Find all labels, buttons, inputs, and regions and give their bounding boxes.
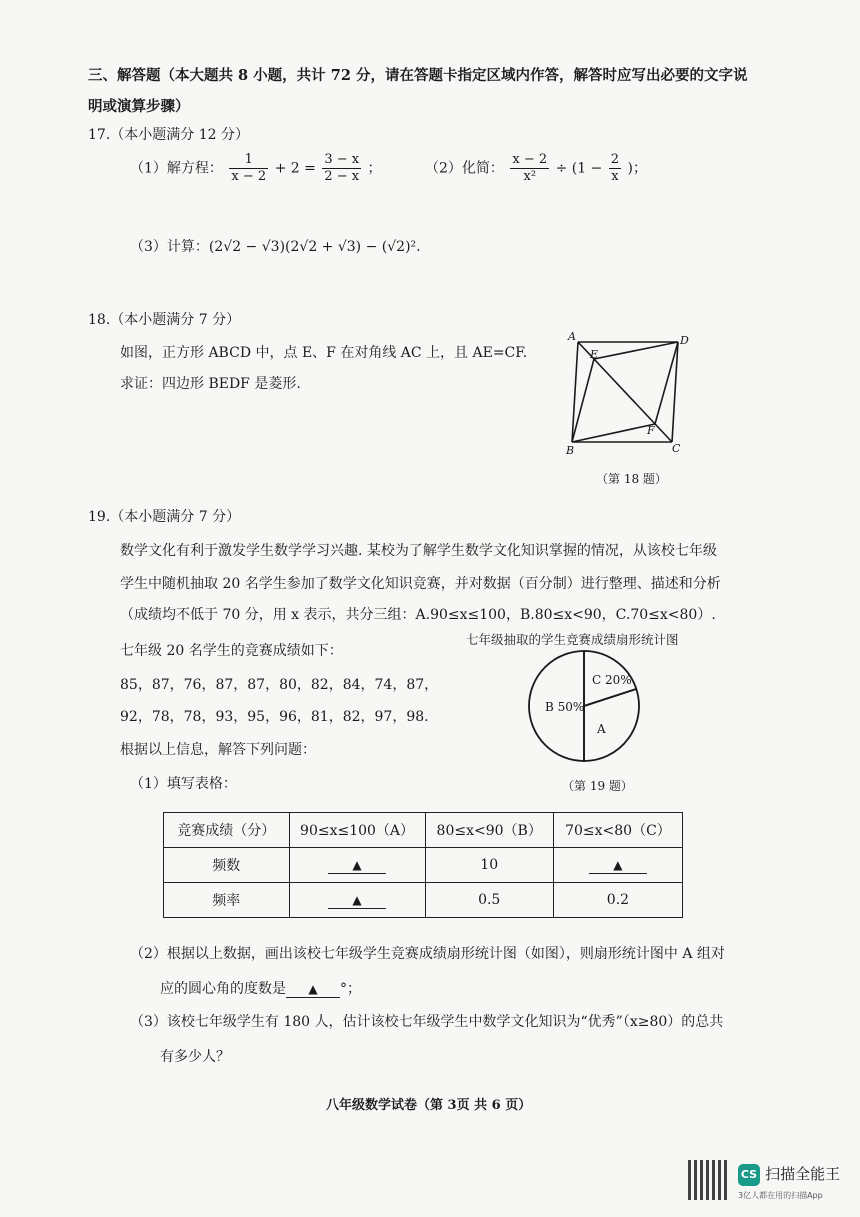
section-title-line1: 三、解答题（本大题共 8 小题，共计 72 分，请在答题卡指定区域内作答，解答时应写出必要的文字说 [88, 67, 748, 84]
q17-p1-frac1 [229, 152, 268, 185]
answer-blank: ▲ [286, 981, 340, 998]
table-cell [553, 848, 682, 883]
edge-be [572, 359, 594, 442]
table-header-cell: 80≤x<90（B） [425, 813, 553, 848]
scanner-name: 扫描全能王 [765, 1165, 841, 1183]
q17-p2-frac2 [609, 152, 621, 185]
q18-line2: 求证：四边形 BEDF 是菱形. [120, 376, 301, 392]
scanner-tagline: 3亿人都在用的扫描App [738, 1191, 823, 1200]
q17-p2-mid: ÷ (1 − [555, 160, 603, 177]
section-title-line2: 明或演算步骤） [88, 98, 190, 115]
q17-p1-end: ； [367, 160, 382, 177]
label-a: A [568, 330, 576, 343]
table-cell [289, 848, 425, 883]
table-row-label: 频数 [164, 848, 290, 883]
q17-p1-frac2-den: 2 − x [324, 169, 360, 184]
q17-p1-frac2 [322, 152, 361, 185]
q17-part2-label: （2）化简： [425, 160, 504, 177]
pie-title: 七年级抽取的学生竞赛成绩扇形统计图 [466, 632, 679, 647]
page-footer: 八年级数学试卷（第 3页 共 6 页） [326, 1098, 532, 1113]
q17-part3: （3）计算：(2√2 − √3)(2√2 + √3) − (√2)². [130, 239, 421, 255]
q19-pie-caption: （第 19 题） [562, 779, 633, 793]
q19-sub1: （1）填写表格： [130, 776, 237, 792]
q17-header: 17.（本小题满分 12 分） [88, 127, 249, 143]
pie-label-a: A [597, 722, 606, 736]
q17-p1-frac1-den: x − 2 [231, 169, 267, 184]
q19-scores-row1: 85，87，76，87，87，80，82，84，74，87， [120, 677, 439, 693]
q19-sub3-line1: （3）该校七年级学生有 180 人，估计该校七年级学生中数学文化知识为“优秀”（x≥80）的总共 [130, 1014, 724, 1030]
q19-sub2-unit: °； [340, 981, 361, 997]
q19-scores-row2: 92，78，78，93，95，96，81，82，97，98. [120, 709, 429, 725]
q19-sub3-line2: 有多少人？ [160, 1049, 230, 1065]
answer-blank: ▲ [328, 892, 386, 909]
pie-chart [520, 648, 650, 768]
q19-intro1: 数学文化有利于激发学生数学学习兴趣. 某校为了解学生数学文化知识掌握的情况，从该校七年级 [120, 543, 717, 559]
label-c: C [672, 442, 681, 455]
q17-part1-label: （1）解方程： [130, 160, 223, 177]
q17-p2-frac1-den: x² [523, 169, 537, 184]
label-e: E [590, 348, 599, 361]
label-f: F [647, 424, 655, 437]
q17-part2 [425, 152, 647, 185]
q17-p1-frac1-num: 1 [229, 152, 268, 169]
q18-header: 18.（本小题满分 7 分） [88, 312, 241, 328]
q19-sub2-line2 [160, 978, 361, 998]
pie-label-c: C 20% [592, 673, 632, 687]
qr-code-icon [688, 1160, 728, 1200]
q17-p2-frac1 [510, 152, 549, 185]
table-header-cell: 竞赛成绩（分） [164, 813, 290, 848]
q17-p2-frac2-num: 2 [610, 152, 620, 167]
edge-ba [572, 342, 578, 442]
answer-blank: ▲ [589, 857, 647, 874]
table-row [164, 883, 683, 918]
q17-p1-frac2-num: 3 − x [324, 152, 360, 167]
table-cell: 0.5 [425, 883, 553, 918]
q19-ask: 根据以上信息，解答下列问题： [120, 742, 316, 758]
q19-header: 19.（本小题满分 7 分） [88, 509, 241, 525]
answer-blank: ▲ [328, 857, 386, 874]
q17-p1-mid: + 2 = [274, 160, 316, 177]
q19-intro2: 学生中随机抽取 20 名学生参加了数学文化知识竞赛，并对数据（百分制）进行整理、描述和分析 [120, 576, 721, 592]
table-header-cell: 70≤x<80（C） [553, 813, 682, 848]
scanner-logo [738, 1163, 840, 1186]
edge-ed [594, 342, 678, 359]
table-row-label: 频率 [164, 883, 290, 918]
q18-caption: （第 18 题） [596, 472, 667, 486]
q17-p2-frac1-num: x − 2 [512, 152, 548, 167]
q17-part1 [130, 152, 382, 185]
label-b: B [566, 444, 575, 457]
table-cell: 0.2 [553, 883, 682, 918]
q19-scores-title: 七年级 20 名学生的竞赛成绩如下： [120, 643, 343, 659]
q19-sub2-text: 应的圆心角的度数是 [160, 981, 286, 997]
edge-dc [672, 342, 678, 442]
pie-slice-a [584, 689, 639, 761]
table-header-row [164, 813, 683, 848]
q19-sub2-line1: （2）根据以上数据，画出该校七年级学生竞赛成绩扇形统计图（如图），则扇形统计图中 A 组对 [130, 946, 725, 962]
q17-p2-end: )； [627, 160, 647, 177]
q19-intro3: （成绩均不低于 70 分，用 x 表示，共分三组：A.90≤x≤100，B.80≤x<90，C.70≤x<80）. [120, 607, 716, 623]
label-d: D [680, 334, 689, 347]
q18-square-figure [560, 328, 700, 458]
scanner-badge: CS [738, 1164, 760, 1186]
table-cell [289, 883, 425, 918]
edge-fb [572, 424, 655, 442]
score-table [163, 812, 683, 918]
q18-line1: 如图，正方形 ABCD 中，点 E、F 在对角线 AC 上，且 AE=CF. [120, 345, 528, 361]
table-row [164, 848, 683, 883]
table-header-cell: 90≤x≤100（A） [289, 813, 425, 848]
pie-label-b: B 50% [545, 700, 585, 714]
q17-p2-frac2-den: x [611, 169, 619, 184]
table-cell: 10 [425, 848, 553, 883]
